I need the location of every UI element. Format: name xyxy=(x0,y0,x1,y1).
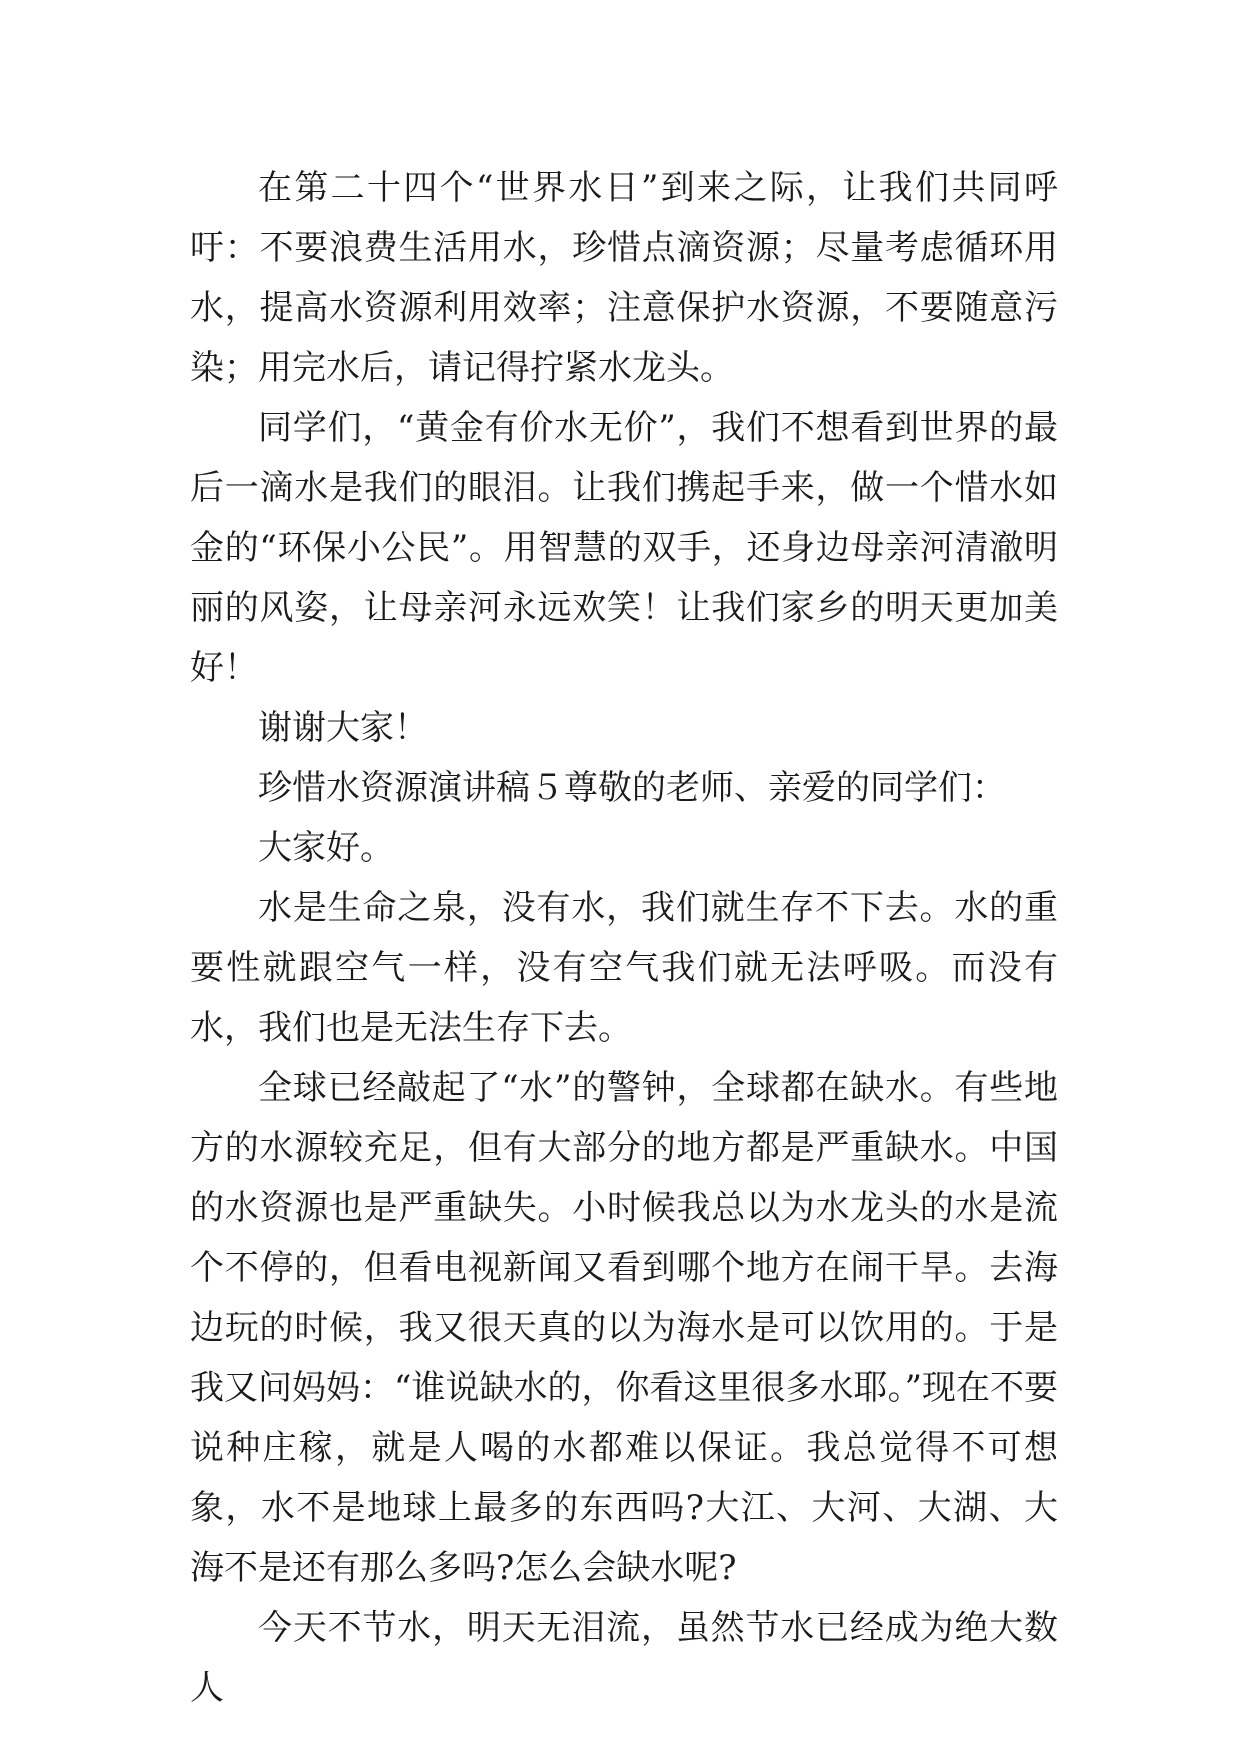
paragraph-thanks: 谢谢大家！ xyxy=(258,708,428,748)
paragraph-greeting: 大家好。 xyxy=(258,828,394,868)
paragraph-water-is-life: 水是生命之泉，没有水，我们就生存不下去。水的重要性就跟空气一样，没有空气我们就无法呼吸。而没有水，我们也是无法生存下去。 xyxy=(190,888,1058,1048)
paragraph-speech-title: 珍惜水资源演讲稿５尊敬的老师、亲爱的同学们： xyxy=(258,768,1006,808)
paragraph-call-to-action: 在第二十四个“世界水日”到来之际，让我们共同呼吁：不要浪费生活用水，珍惜点滴资源；尽量考虑循环用水，提高水资源利用效率；注意保护水资源，不要随意污染；用完水后，请记得拧紧水龙头。 xyxy=(190,168,1058,388)
paragraph-classmates: 同学们，“黄金有价水无价”，我们不想看到世界的最后一滴水是我们的眼泪。让我们携起手来，做一个惜水如金的“环保小公民”。用智慧的双手，还身边母亲河清澈明丽的风姿，让母亲河永远欢笑！让我们家乡的明天更加美好！ xyxy=(190,408,1058,688)
paragraph-global-shortage: 全球已经敲起了“水”的警钟，全球都在缺水。有些地方的水源较充足，但有大部分的地方都是严重缺水。中国的水资源也是严重缺失。小时候我总以为水龙头的水是流个不停的，但看电视新闻又看到哪个地方在闹干旱。去海边玩的时候，我又很天真的以为海水是可以饮用的。于是我又问妈妈：“谁说缺水的，你看这里很多水耶。”现在不要说种庄稼，就是人喝的水都难以保证。我总觉得不可想象，水不是地球上最多的东西吗?大江、大河、大湖、大海不是还有那么多吗?怎么会缺水呢? xyxy=(190,1068,1058,1588)
document-body xyxy=(190,158,1058,1718)
paragraph-save-water-today: 今天不节水，明天无泪流，虽然节水已经成为绝大数人 xyxy=(190,1608,1058,1708)
